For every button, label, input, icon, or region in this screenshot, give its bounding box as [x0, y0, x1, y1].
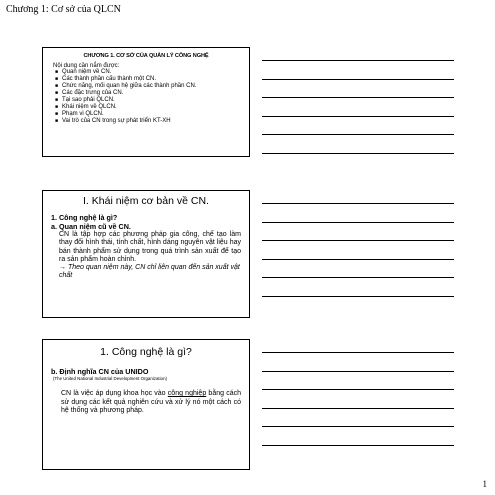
note-line: [262, 60, 454, 61]
square-bullet-icon: ■: [55, 76, 59, 82]
slide-1: [42, 47, 250, 157]
slide-2: [42, 190, 250, 318]
note-line: [262, 389, 454, 390]
note-line: [262, 222, 454, 223]
list-item: ■ Các thành phần cấu thành một CN.: [55, 76, 157, 82]
note-line: [262, 134, 454, 135]
slide-2-note: → Theo quan niệm này, CN chỉ liên quan đến sản xuất vật chất: [59, 264, 240, 280]
slide-2-heading-1: 1. Công nghệ là gì?: [51, 213, 118, 222]
slide-2-title: I. Khái niệm cơ bản về CN.: [83, 195, 209, 207]
square-bullet-icon: ■: [55, 118, 59, 124]
list-item: ■ Vai trò của CN trong sự phát triển KT-XH: [55, 118, 171, 124]
note-line: [262, 203, 454, 204]
note-line: [262, 408, 454, 409]
slide-1-list: [55, 69, 241, 125]
note-line: [262, 426, 454, 427]
slide-2-heading-2: a. Quan niệm cũ về CN.: [51, 222, 131, 231]
slide-3-body: CN là việc áp dụng khoa học vào công nghiệp bằng cách sử dụng các kết quả nghiên cứu và xử lý nó một cách có hệ thống và phương pháp.: [61, 390, 241, 414]
note-line: [262, 296, 454, 297]
note-line: [262, 259, 454, 260]
note-line: [262, 445, 454, 446]
note-line: [262, 153, 454, 154]
note-line: [262, 79, 454, 80]
slide-1-intro: Nội dung cần nắm được:: [53, 63, 120, 69]
list-item: ■ Quan niệm về CN.: [55, 69, 112, 75]
square-bullet-icon: ■: [55, 104, 59, 110]
square-bullet-icon: ■: [55, 111, 59, 117]
square-bullet-icon: ■: [55, 90, 59, 96]
slide-3-title: 1. Công nghệ là gì?: [100, 346, 192, 358]
list-item: ■ Chức năng, mối quan hệ giữa các thành phần CN.: [55, 83, 197, 89]
note-line: [262, 116, 454, 117]
list-item: ■ Tại sao phải QLCN.: [55, 97, 115, 103]
list-item: ■ Khái niệm về QLCN.: [55, 104, 117, 110]
square-bullet-icon: ■: [55, 69, 59, 75]
slide-1-title: CHƯƠNG 1. CƠ SỞ CỦA QUẢN LÝ CÔNG NGHỆ: [83, 53, 209, 59]
slide-2-body: CN là tập hợp các phương pháp gia công, chế tạo làm thay đổi hình thái, tính chất, hình dáng nguyên vật liệu hay bán thành phẩm sử dụng trong quá trình sản xuất để tạo ra sản phẩm hoàn chỉnh.: [59, 231, 241, 263]
square-bullet-icon: ■: [55, 97, 59, 103]
list-item: ■ Phạm vi QLCN.: [55, 111, 104, 117]
page-header-title: Chương 1: Cơ sở của QLCN: [6, 4, 121, 15]
slide-3-heading: b. Định nghĩa CN của UNIDO: [51, 367, 149, 376]
note-line: [262, 352, 454, 353]
square-bullet-icon: ■: [55, 83, 59, 89]
list-item: ■ Các đặc trưng của CN.: [55, 90, 124, 96]
note-line: [262, 240, 454, 241]
slide-3: [42, 339, 250, 470]
note-line: [262, 371, 454, 372]
note-line: [262, 277, 454, 278]
note-line: [262, 97, 454, 98]
page-number: 1: [482, 479, 487, 489]
slide-3-subtitle: (The United National Industrial Development Organization): [53, 376, 167, 381]
